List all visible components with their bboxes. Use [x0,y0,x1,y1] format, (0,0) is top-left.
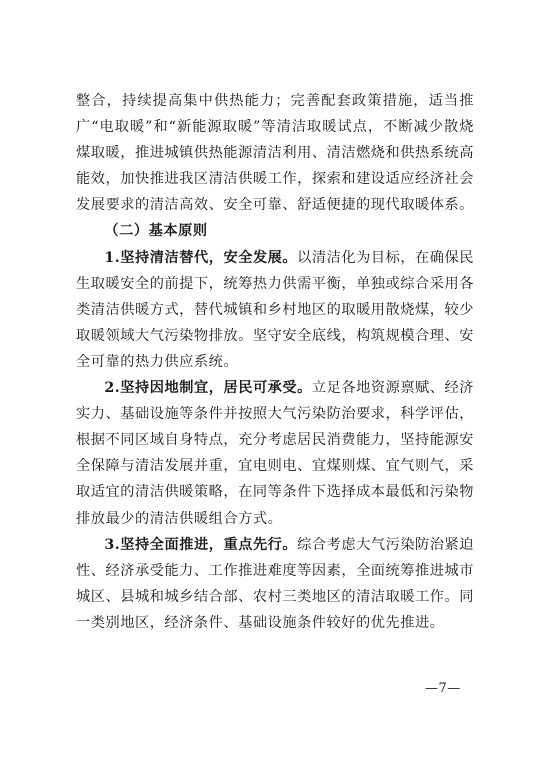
section-heading-text: （二）基本原则 [104,223,208,240]
principle-2-text: 立足各地资源禀赋、经济实力、基础设施等条件并按照大气污染防治要求，科学评估，根据不同区域自身特点，充分考虑居民消费能力，坚持能源安全保障与清洁发展并重，宜电则电、宜煤则煤、宜气则气，采取适宜的清洁供暖策略，在同等条件下选择成本最低和污染物排放最少的清洁供暖组合方式。 [76,380,475,527]
principle-paragraph-3 [76,532,474,636]
principle-paragraph-1 [76,245,474,375]
page-content [76,88,474,636]
principle-1-lead: 1.坚持清洁替代，安全发展。 [104,249,298,266]
principle-paragraph-2 [76,375,474,532]
page-number: —7— [425,681,461,696]
principle-1-text: 以清洁化为目标，在确保民生取暖安全的前提下，统筹热力供需平衡，单独或综合采用各类清洁供暖方式，替代城镇和乡村地区的取暖用散烧煤，较少取暖领域大气污染物排放。坚守安全底线，构筑规模合理、安全可靠的热力供应系统。 [76,249,475,370]
principle-3-text: 综合考虑大气污染防治紧迫性、经济承受能力、工作推进难度等因素，全面统筹推进城市城区、县城和城乡结合部、农村三类地区的清洁取暖工作。同一类别地区，经济条件、基础设施条件较好的优先推进。 [76,536,475,631]
section-heading [76,218,474,244]
intro-paragraph [76,88,474,218]
intro-paragraph-text: 整合，持续提高集中供热能力；完善配套政策措施，适当推广“电取暖”和“新能源取暖”等清洁取暖试点，不断减少散烧煤取暖，推进城镇供热能源清洁利用、清洁燃烧和供热系统高能效，加快推进我区清洁供暖工作，探索和建设适应经济社会发展要求的清洁高效、安全可靠、舒适便捷的现代取暖体系。 [76,93,474,214]
principle-3-lead: 3.坚持全面推进，重点先行。 [104,536,298,553]
principle-2-lead: 2.坚持因地制宜，居民可承受。 [104,380,312,397]
